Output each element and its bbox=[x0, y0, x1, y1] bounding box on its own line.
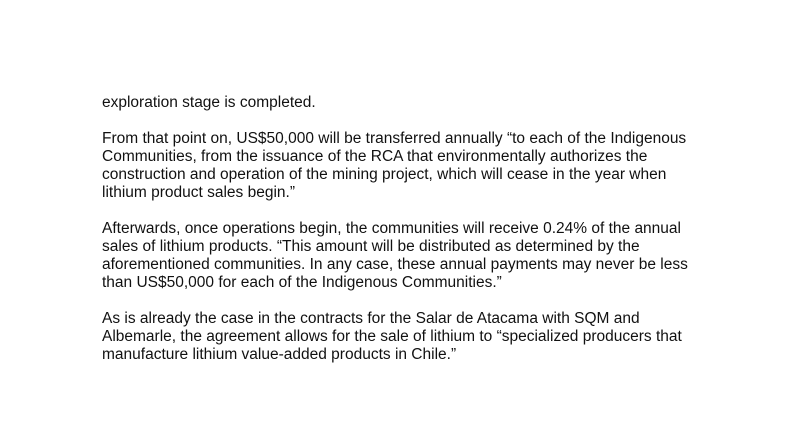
document-body bbox=[102, 94, 742, 364]
paragraph-lithium-sale: As is already the case in the contracts for the Salar de Atacama with SQM and Albemarle, the agreement allows for the sale of lithium to “specialized producers that manufacture lithium value-added products in Chile.” bbox=[102, 310, 682, 363]
paragraph-exploration-stage: exploration stage is completed. bbox=[102, 94, 316, 111]
paragraph-annual-transfer: From that point on, US$50,000 will be transferred annually “to each of the Indigenous Communities, from the issuance of the RCA that environmentally authorizes the construction and operation of the mining project, which will cease in the year when lithium product sales begin.” bbox=[102, 130, 687, 201]
paragraph-sales-percentage: Afterwards, once operations begin, the communities will receive 0.24% of the annual sales of lithium products. “This amount will be distributed as determined by the aforementioned communities. In any case, these annual payments may never be less than US$50,000 for each of the Indigenous Communities.” bbox=[102, 220, 688, 291]
